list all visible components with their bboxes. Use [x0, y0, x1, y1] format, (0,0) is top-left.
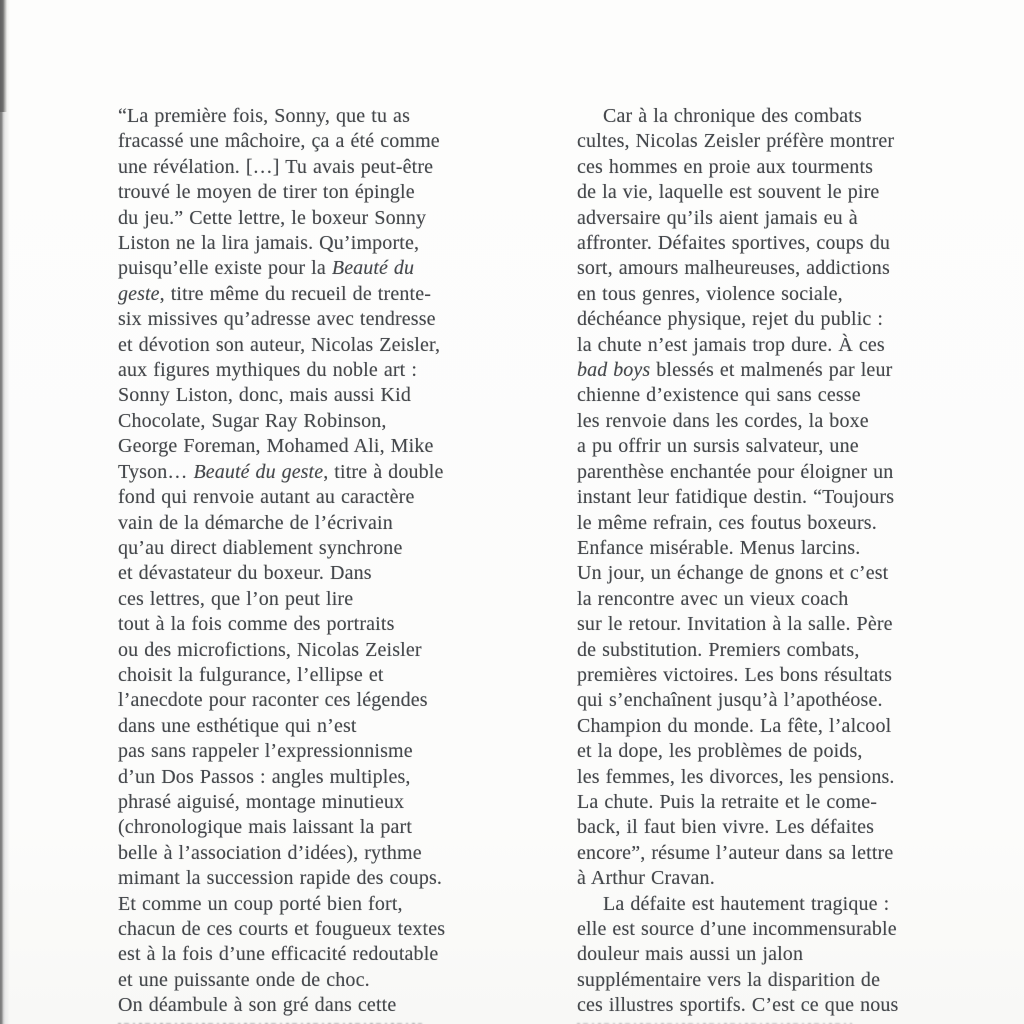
- text-line: (chronologique mais laissant la part: [118, 816, 413, 839]
- text-line: Car à la chronique des combats: [603, 105, 862, 127]
- text-line: On déambule à son gré dans cette: [118, 994, 397, 1017]
- text-line: la rencontre avec un vieux coach: [577, 587, 849, 610]
- text-line: est à la fois d’une efficacité redoutable: [118, 943, 439, 966]
- text-line: adversaire qu’ils aient jamais eu à: [577, 206, 858, 229]
- text-line: de la vie, laquelle est souvent le pire: [577, 181, 880, 204]
- text-line: douleur mais aussi un jalon: [577, 943, 804, 966]
- italic-segment: geste: [118, 282, 160, 305]
- text-line: trouvé le moyen de tirer ton épingle: [118, 181, 415, 204]
- text-line: Tyson… Beauté du geste, titre à double: [118, 460, 444, 483]
- text-line: La chute. Puis la retraite et le come-: [577, 790, 878, 813]
- text-line: a pu offrir un sursis salvateur, une: [577, 435, 859, 458]
- text-column-right: [577, 104, 981, 1024]
- text-line: du jeu.” Cette lettre, le boxeur Sonny: [118, 206, 427, 229]
- text-line: bad boys blessés et malmenés par leur: [577, 359, 893, 382]
- text-line: le même refrain, ces foutus boxeurs.: [577, 511, 877, 534]
- text-line: mimant la succession rapide des coups.: [118, 867, 443, 890]
- text-line: premières victoires. Les bons résultats: [577, 663, 893, 686]
- scan-edge-shadow-top: [0, 0, 7, 112]
- text-line: geste, titre même du recueil de trente-: [118, 282, 432, 305]
- text-line: aux figures mythiques du noble art :: [118, 359, 418, 382]
- text-line: à Arthur Cravan.: [577, 867, 715, 890]
- text-line: fond qui renvoie autant au caractère: [118, 486, 415, 509]
- text-line: en tous genres, violence sociale,: [577, 282, 843, 305]
- text-line: et dévotion son auteur, Nicolas Zeisler,: [118, 333, 441, 356]
- text-line: ces hommes en proie aux tourments: [577, 155, 874, 178]
- text-line: belle à l’association d’idées), rythme: [118, 841, 422, 864]
- text-line: vain de la démarche de l’écrivain: [118, 511, 393, 534]
- text-line: d’un Dos Passos : angles multiples,: [118, 765, 411, 788]
- text-line: George Foreman, Mohamed Ali, Mike: [118, 435, 434, 458]
- text-column-left: [118, 104, 518, 1024]
- text-line: puisqu’elle existe pour la Beauté du: [118, 257, 415, 280]
- text-line: Chocolate, Sugar Ray Robinson,: [118, 409, 387, 432]
- text-line: affronter. Défaites sportives, coups du: [577, 232, 891, 255]
- scan-edge-shadow: [0, 0, 10, 1024]
- text-line: les femmes, les divorces, les pensions.: [577, 765, 895, 788]
- text-line: choisit la fulgurance, l’ellipse et: [118, 663, 384, 686]
- text-line: qui s’enchaînent jusqu’à l’apothéose.: [577, 689, 883, 712]
- text-line: sur le retour. Invitation à la salle. Père: [577, 613, 893, 636]
- text-line: ces lettres, que l’on peut lire: [118, 587, 354, 610]
- text-line: Un jour, un échange de gnons et c’est: [577, 562, 889, 585]
- text-line: supplémentaire vers la disparition de: [577, 968, 881, 991]
- text-line: ou des microfictions, Nicolas Zeisler: [118, 638, 422, 661]
- text-line: ces illustres sportifs. C’est ce que nous: [577, 994, 899, 1017]
- text-line: et dévastateur du boxeur. Dans: [118, 562, 372, 585]
- text-line: pas sans rappeler l’expressionnisme: [118, 740, 413, 763]
- text-line: La défaite est hautement tragique :: [603, 892, 890, 915]
- text-line: Et comme un coup porté bien fort,: [118, 892, 403, 915]
- text-line: Enfance misérable. Menus larcins.: [577, 536, 861, 559]
- text-line: “La première fois, Sonny, que tu as: [118, 105, 411, 127]
- text-line: back, il faut bien vivre. Les défaites: [577, 816, 875, 839]
- text-line: chienne d’existence qui sans cesse: [577, 384, 861, 407]
- text-line: fracassé une mâchoire, ça a été comme: [118, 130, 440, 153]
- text-line: et une puissante onde de choc.: [118, 968, 370, 991]
- text-line: encore”, résume l’auteur dans sa lettre: [577, 841, 894, 864]
- text-line: instant leur fatidique destin. “Toujours: [577, 486, 895, 509]
- italic-segment: Beauté du geste: [193, 460, 324, 483]
- text-line: elle est source d’une incommensurable: [577, 918, 897, 940]
- text-line: six missives qu’adresse avec tendresse: [118, 308, 436, 331]
- text-line: Liston ne la lira jamais. Qu’importe,: [118, 232, 420, 255]
- text-line: phrasé aiguisé, montage minutieux: [118, 790, 405, 813]
- text-line: qu’au direct diablement synchrone: [118, 536, 403, 559]
- text-line: cultes, Nicolas Zeisler préfère montrer: [577, 130, 895, 153]
- text-line: de substitution. Premiers combats,: [577, 638, 860, 661]
- italic-segment: Beauté du: [331, 257, 415, 280]
- text-line: parenthèse enchantée pour éloigner un: [577, 460, 894, 483]
- text-line: une révélation. […] Tu avais peut-être: [118, 155, 434, 178]
- text-line: Champion du monde. La fête, l’alcool: [577, 714, 892, 737]
- text-line: sort, amours malheureuses, addictions: [577, 257, 890, 280]
- text-line: et la dope, les problèmes de poids,: [577, 740, 863, 763]
- text-line: chacun de ces courts et fougueux textes: [118, 918, 446, 940]
- italic-segment: bad boys: [577, 359, 651, 382]
- text-line: la chute n’est jamais trop dure. À ces: [577, 333, 885, 356]
- text-line: dans une esthétique qui n’est: [118, 714, 357, 737]
- text-line: l’anecdote pour raconter ces légendes: [118, 689, 428, 712]
- text-line: tout à la fois comme des portraits: [118, 613, 395, 636]
- text-line: les renvoie dans les cordes, la boxe: [577, 409, 869, 432]
- text-line: déchéance physique, rejet du public :: [577, 308, 884, 331]
- text-line: Sonny Liston, donc, mais aussi Kid: [118, 384, 411, 407]
